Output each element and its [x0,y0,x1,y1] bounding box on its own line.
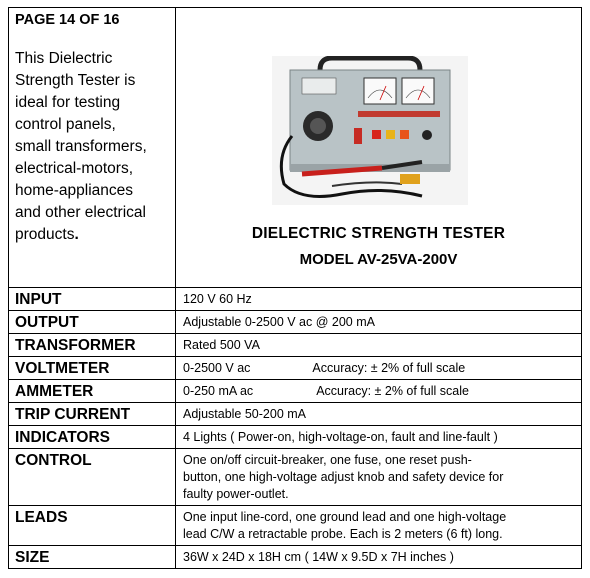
accuracy-text: Accuracy: ± 2% of full scale [312,361,466,375]
spec-label: AMMETER [9,380,176,403]
spec-row-leads [9,506,582,546]
spec-row-size [9,546,582,569]
spec-value: One on/off circuit-breaker, one fuse, one reset push- button, one high-voltage adjust knob and safety device for faulty power-outlet. [176,449,582,506]
spec-row-output [9,311,582,334]
spec-value: 0-250 mA ac Accuracy: ± 2% of full scale [176,380,582,403]
spec-label: CONTROL [9,449,176,506]
spec-value: 120 V 60 Hz [176,288,582,311]
spec-row-input [9,288,582,311]
spec-row-ammeter [9,380,582,403]
intro-text: This Dielectric Strength Tester is ideal for testing control panels, small transformers, electrical-motors, home-appliances and other electrical products. [15,50,147,243]
spec-label: INDICATORS [9,426,176,449]
product-title: DIELECTRIC STRENGTH TESTER [251,225,506,242]
spec-label: INPUT [9,288,176,311]
spec-row-transformer [9,334,582,357]
intro-cell [9,8,176,288]
spec-value: 36W x 24D x 18H cm ( 14W x 9.5D x 7H inches ) [176,546,582,569]
spec-row-indicators [9,426,582,449]
spec-value: Rated 500 VA [176,334,582,357]
spec-label: VOLTMETER [9,357,176,380]
spec-value: Adjustable 50-200 mA [176,403,582,426]
spec-value: One input line-cord, one ground lead and one high-voltage lead C/W a retractable probe. Each is 2 meters (6 ft) long. [176,506,582,546]
page-number: PAGE 14 OF 16 [15,12,120,28]
spec-value: Adjustable 0-2500 V ac @ 200 mA [176,311,582,334]
product-cell [176,8,582,288]
spec-value: 0-2500 V ac Accuracy: ± 2% of full scale [176,357,582,380]
spec-row-voltmeter [9,357,582,380]
spec-value: 4 Lights ( Power-on, high-voltage-on, fault and line-fault ) [176,426,582,449]
spec-label: OUTPUT [9,311,176,334]
spec-label: TRANSFORMER [9,334,176,357]
accuracy-text: Accuracy: ± 2% of full scale [316,384,469,398]
product-model: MODEL AV-25VA-200V [299,251,458,268]
spec-sheet [8,7,582,575]
spec-label: SIZE [9,546,176,569]
spec-row-trip-current [9,403,582,426]
spec-table [8,7,582,569]
spec-label: LEADS [9,506,176,546]
tester-photo [272,56,468,205]
spec-row-control [9,449,582,506]
spec-label: TRIP CURRENT [9,403,176,426]
